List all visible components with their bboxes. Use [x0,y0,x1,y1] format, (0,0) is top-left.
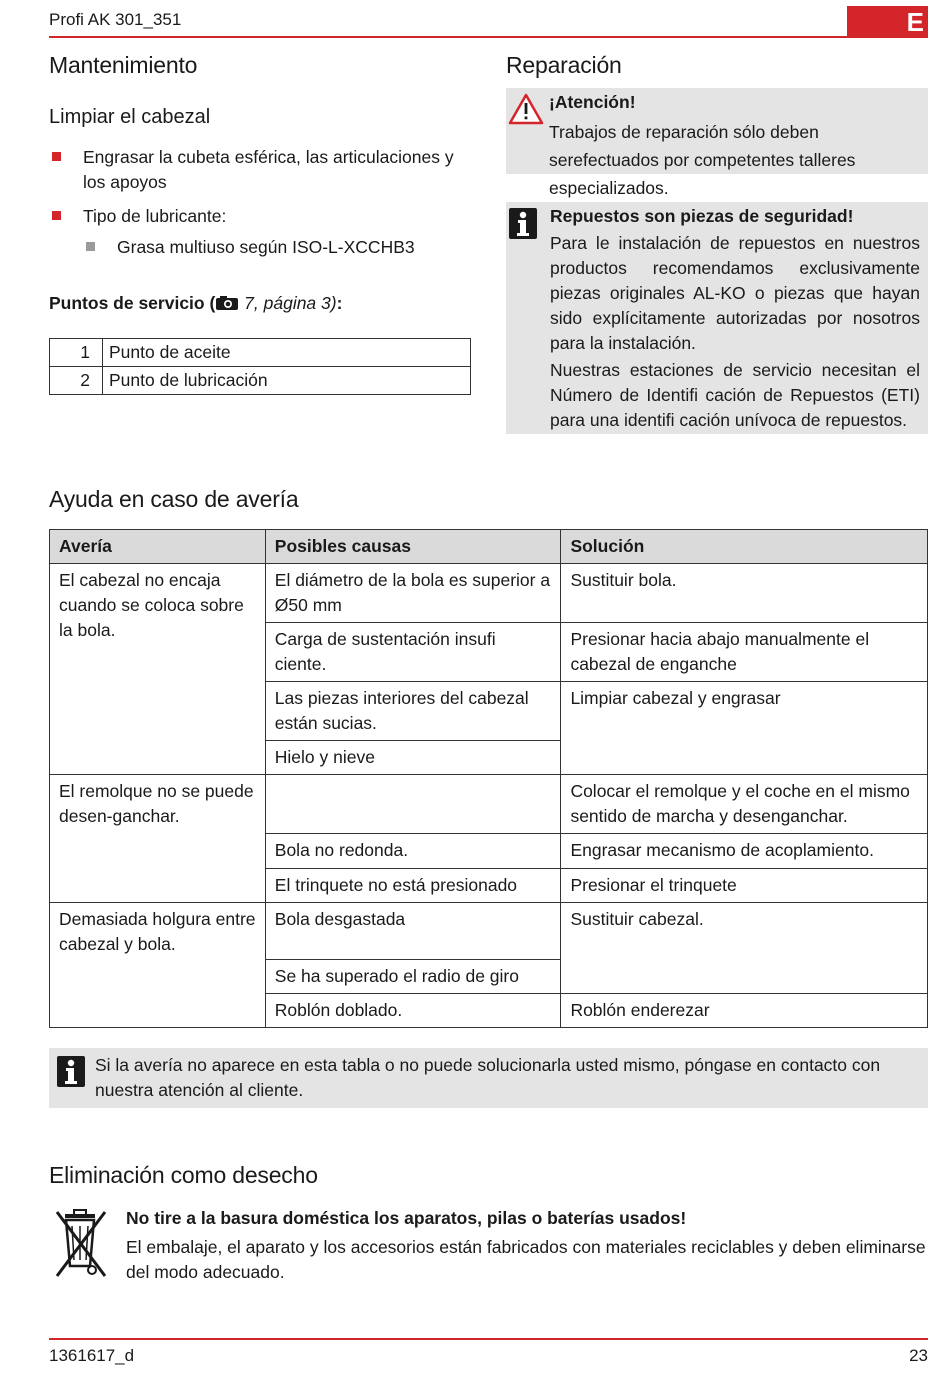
fault-cell: Demasiada holgura entre cabezal y bola. [50,903,266,1028]
document-title: Profi AK 301_351 [49,10,182,29]
info-icon [57,1056,85,1087]
subsection-title-clean: Limpiar el cabezal [49,106,211,128]
column-header: Posibles causas [265,530,561,564]
language-tag: E [847,6,928,38]
cause-cell: El diámetro de la bola es superior a Ø50 mm [265,564,561,623]
cause-cell: Las piezas interiores del cabezal están sucias. [265,682,561,741]
sub-bullet-marker [86,242,95,251]
solution-cell: Sustituir cabezal. [561,903,928,994]
disposal-text: El embalaje, el aparato y los accesorios están fabricados con materiales reciclables y deben eliminarse del modo adecuado. [126,1237,926,1282]
table-row [50,564,928,623]
table-cell-number: 2 [50,367,103,395]
section-title-repair: Reparación [506,52,622,78]
solution-cell: Presionar hacia abajo manualmente el cabezal de enganche [561,623,928,682]
table-header-row [50,530,928,564]
cause-cell: Carga de sustentación insufi ciente. [265,623,561,682]
troubleshooting-table [49,529,928,1028]
table-cell-label: Punto de lubricación [103,367,471,395]
solution-cell: Engrasar mecanismo de acoplamiento. [561,834,928,869]
fault-cell: El cabezal no encaja cuando se coloca sobre la bola. [50,564,266,775]
footer-rule [49,1338,928,1340]
bullet-text: Engrasar la cubeta esférica, las articulaciones y los apoyos [83,147,454,192]
info-text: Nuestras estaciones de servicio necesitan el Número de Identifi cación de Repuestos (ETI) para una identifi cación unívoca de repuestos. [550,360,920,430]
crossed-bin-icon [52,1208,110,1285]
cause-cell [265,775,561,834]
section-title-troubleshooting: Ayuda en caso de avería [49,486,299,512]
cause-cell: Se ha superado el radio de giro [265,960,561,994]
sub-bullet-text: Grasa multiuso según ISO-L-XCCHB3 [117,237,415,257]
camera-icon [215,293,239,318]
info-box [506,202,928,434]
page-number: 23 [909,1346,928,1365]
info-text: Para le instalación de repuestos en nuestros productos recomendamos exclusivamente piezas originales AL-KO o piezas que hayan sido explícitamente autorizadas por nosotros para la instalación. [550,233,920,353]
section-title-maintenance: Mantenimiento [49,52,198,78]
warning-title: ¡Atención! [549,92,636,112]
info-title: Repuestos son piezas de seguridad! [550,206,854,226]
warning-box [506,88,928,198]
service-points-table [49,338,471,395]
warning-text: Trabajos de reparación sólo deben serefectuados por competentes talleres especializados. [549,122,856,198]
table-cell-number: 1 [50,339,103,367]
table-row [50,339,471,367]
cause-cell: Hielo y nieve [265,741,561,775]
info-icon [509,208,537,239]
solution-cell: Limpiar cabezal y engrasar [561,682,928,775]
table-row [50,775,928,834]
solution-cell: Sustituir bola. [561,564,928,623]
support-note-text: Si la avería no aparece en esta tabla o no puede solucionarla usted mismo, póngase en contacto con nuestra atención al cliente. [95,1055,881,1100]
solution-cell: Roblón enderezar [561,994,928,1028]
table-cell-label: Punto de aceite [103,339,471,367]
bullet-text: Tipo de lubricante: [83,206,227,226]
disposal-warning: No tire a la basura doméstica los aparatos, pilas o baterías usados! [126,1208,687,1228]
document-number: 1361617_d [49,1346,135,1365]
cause-cell: El trinquete no está presionado [265,869,561,903]
bullet-marker [52,211,61,220]
section-title-disposal: Eliminación como desecho [49,1162,318,1188]
header-rule [49,36,847,38]
solution-cell: Colocar el remolque y el coche en el mismo sentido de marcha y desenganchar. [561,775,928,834]
fault-cell: El remolque no se puede desen-ganchar. [50,775,266,903]
table-row [50,367,471,395]
warning-triangle-icon [508,93,544,130]
table-row [50,903,928,960]
column-header: Solución [561,530,928,564]
cause-cell: Roblón doblado. [265,994,561,1028]
cause-cell: Bola desgastada [265,903,561,960]
column-header: Avería [50,530,266,564]
support-note-box [49,1048,928,1108]
service-points-label: Puntos de servicio ( 7, página 3): [49,291,342,318]
solution-cell: Presionar el trinquete [561,869,928,903]
bullet-marker [52,152,61,161]
cause-cell: Bola no redonda. [265,834,561,869]
